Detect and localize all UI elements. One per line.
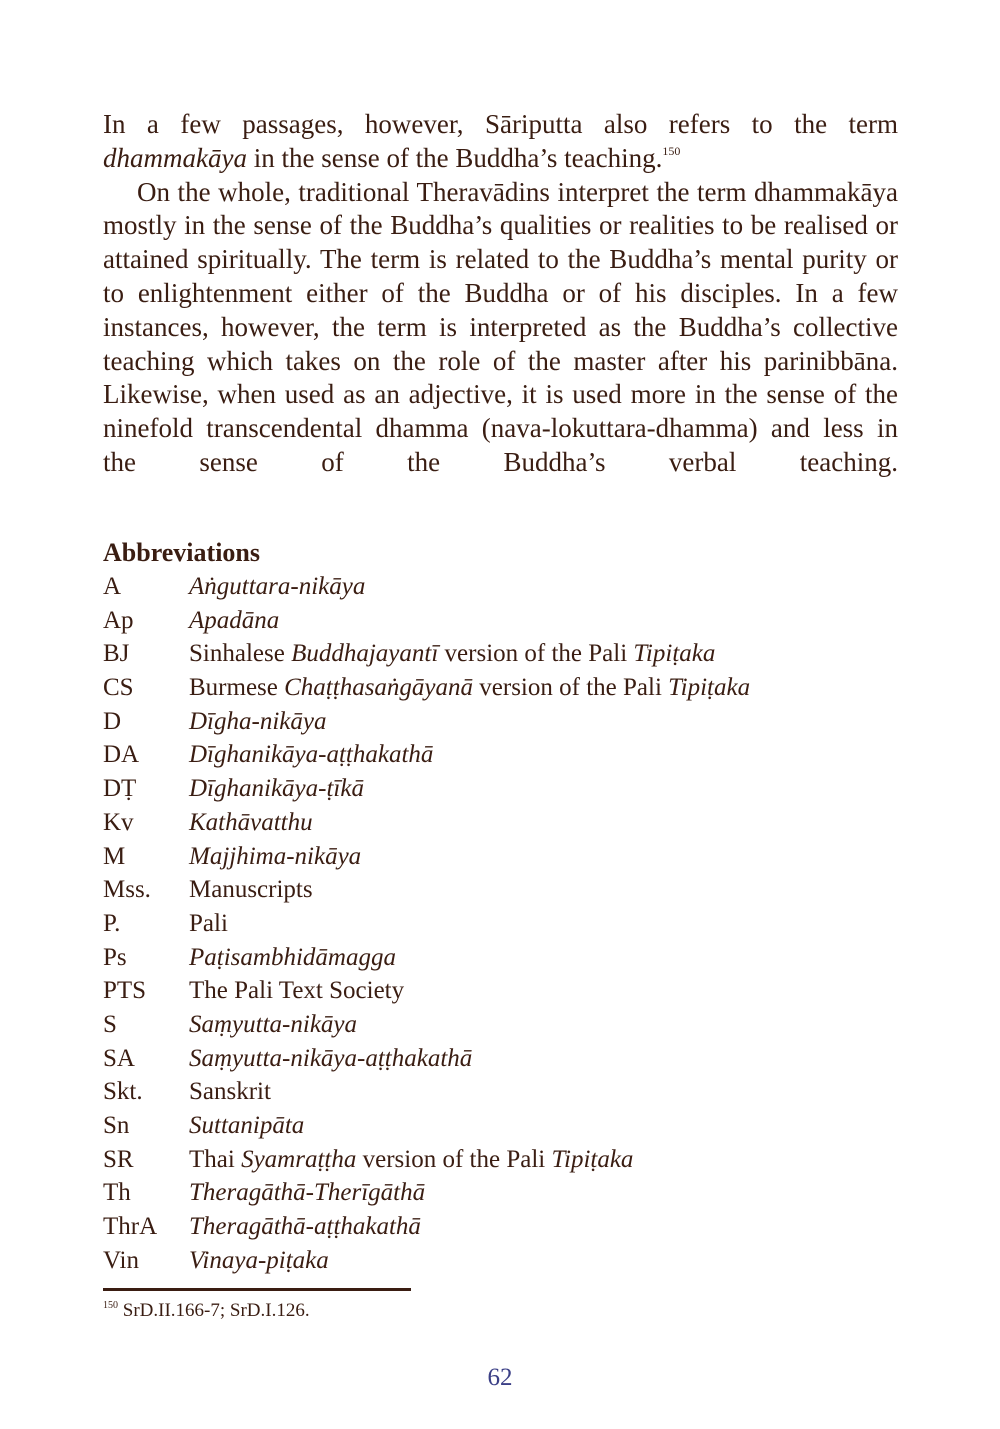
abbreviation-expansion: [189, 1244, 898, 1278]
abbreviation-key: P.: [103, 909, 121, 937]
abbreviation-expansion: [189, 806, 898, 840]
italic-title: Kathāvatthu: [189, 808, 313, 836]
abbreviations-heading: Abbreviations: [103, 538, 260, 567]
paragraph-2: On the whole, traditional Theravādins interpret the term dhammakāya mostly in the sense of the Buddha’s qualities or realities to be realised or attained spiritually. The term is related to the Buddha’s mental purity or to enlightenment either of the Buddha or of his disciples. In a few instances, however, the term is interpreted as the Buddha’s collective teaching which takes on the role of the master after his parinibbāna. Likewise, when used as an adjective, it is used more in the sense of the ninefold transcendental dhamma (nava-lokuttara-dhamma) and less in the sense of the Buddha’s verbal teaching.: [103, 176, 898, 477]
abbreviation-key: ThrA: [103, 1213, 158, 1241]
paragraph-1-term: dhammakāya: [103, 142, 247, 173]
abbreviation-key: BJ: [103, 640, 130, 668]
abbreviation-row: [103, 1143, 898, 1177]
abbreviations-list: [103, 570, 898, 1277]
abbreviation-expansion: [189, 772, 898, 806]
italic-title: Dīghanikāya-aṭṭhakathā: [189, 741, 434, 769]
abbreviation-expansion: [189, 1143, 898, 1177]
italic-title: Aṅguttara-nikāya: [189, 573, 366, 600]
italic-title: Buddhajayantī: [291, 640, 439, 668]
abbreviation-key: DA: [103, 741, 140, 769]
abbreviation-row: [103, 941, 898, 975]
expansion-text: Burmese: [189, 674, 285, 702]
abbreviation-expansion: [189, 974, 898, 1008]
abbreviation-key: SA: [103, 1044, 135, 1072]
expansion-text: Pali: [189, 909, 228, 937]
italic-title: Apadāna: [189, 606, 280, 634]
paragraph-1: [103, 108, 898, 176]
abbreviation-expansion: [189, 705, 898, 739]
expansion-text: version of the Pali: [438, 640, 634, 668]
abbreviation-row: [103, 1176, 898, 1210]
italic-title: Majjhima-nikāya: [189, 842, 362, 870]
footnote-divider: [103, 1288, 411, 1291]
abbreviation-row: [103, 1109, 898, 1143]
expansion-text: Sinhalese: [189, 640, 292, 668]
expansion-text: Manuscripts: [189, 876, 313, 904]
abbreviation-expansion: [189, 671, 898, 705]
italic-title: Theragāthā-Therīgāthā: [189, 1179, 426, 1207]
abbreviation-key: DṬ: [103, 775, 137, 803]
italic-title: Tipiṭaka: [633, 640, 716, 668]
abbreviation-row: [103, 1244, 898, 1278]
expansion-text: Sanskrit: [189, 1078, 271, 1106]
abbreviation-expansion: [189, 907, 898, 941]
abbreviation-key: CS: [103, 674, 134, 702]
italic-title: Saṃyutta-nikāya-aṭṭhakathā: [189, 1044, 473, 1072]
italic-title: Vinaya-piṭaka: [189, 1246, 329, 1274]
abbreviation-row: [103, 1008, 898, 1042]
italic-title: Saṃyutta-nikāya: [189, 1010, 358, 1038]
abbreviation-key: Sn: [103, 1112, 130, 1139]
page-number: 62: [487, 1364, 513, 1391]
abbreviation-row: [103, 570, 898, 604]
abbreviation-key: Skt.: [103, 1078, 143, 1106]
expansion-text: The Pali Text Society: [189, 977, 405, 1005]
abbreviation-expansion: [189, 1075, 898, 1109]
paragraph-1-text-a: In a few passages, however, Sāriputta also refers to the term: [103, 109, 898, 139]
italic-title: Dīghanikāya-ṭīkā: [189, 775, 364, 803]
abbreviation-key: D: [103, 707, 122, 735]
abbreviation-key: Ap: [103, 606, 134, 634]
abbreviation-key: S: [103, 1010, 117, 1038]
abbreviation-key: Th: [103, 1179, 131, 1207]
footnote-text: SrD.II.166-7; SrD.I.126.: [118, 1300, 310, 1321]
abbreviation-row: [103, 907, 898, 941]
abbreviation-row: [103, 806, 898, 840]
abbreviation-expansion: [189, 570, 898, 604]
abbreviation-expansion: [189, 738, 898, 772]
abbreviation-row: [103, 705, 898, 739]
abbreviation-expansion: [189, 840, 898, 874]
abbreviation-expansion: [189, 637, 898, 671]
italic-title: Suttanipāta: [189, 1112, 305, 1139]
expansion-text: version of the Pali: [473, 674, 669, 702]
italic-title: Dīgha-nikāya: [189, 707, 327, 735]
abbreviation-row: [103, 840, 898, 874]
footnote-reference[interactable]: 150: [662, 143, 681, 158]
abbreviation-key: Vin: [103, 1246, 139, 1274]
abbreviation-key: Kv: [103, 808, 134, 836]
abbreviation-row: [103, 1210, 898, 1244]
abbreviation-row: [103, 671, 898, 705]
italic-title: Syamraṭṭha: [241, 1145, 357, 1173]
abbreviation-row: [103, 738, 898, 772]
abbreviation-expansion: [189, 604, 898, 638]
paragraph-1-text-c: in the sense of the Buddha’s teaching.: [246, 142, 663, 173]
abbreviation-expansion: [189, 1042, 898, 1076]
italic-title: Chaṭṭhasaṅgāyanā: [284, 674, 474, 702]
italic-title: Tipiṭaka: [668, 674, 751, 702]
abbreviation-expansion: [189, 1109, 898, 1143]
abbreviation-row: [103, 604, 898, 638]
abbreviation-row: [103, 637, 898, 671]
abbreviation-expansion: [189, 1176, 898, 1210]
abbreviation-row: [103, 1042, 898, 1076]
abbreviation-expansion: [189, 941, 898, 975]
abbreviation-key: Mss.: [103, 876, 151, 904]
abbreviation-key: A: [103, 573, 122, 600]
italic-title: Tipiṭaka: [551, 1145, 634, 1173]
expansion-text: Thai: [189, 1145, 242, 1173]
italic-title: Paṭisambhidāmagga: [189, 943, 396, 971]
abbreviation-expansion: [189, 1008, 898, 1042]
abbreviation-row: [103, 974, 898, 1008]
abbreviation-key: M: [103, 842, 126, 870]
footnote: [103, 1298, 310, 1324]
abbreviation-expansion: [189, 1210, 898, 1244]
abbreviation-key: SR: [103, 1145, 134, 1173]
expansion-text: version of the Pali: [356, 1145, 552, 1173]
page-body: [103, 108, 898, 1274]
abbreviation-key: Ps: [103, 943, 127, 971]
abbreviation-row: [103, 772, 898, 806]
footnote-number: 150: [103, 1300, 118, 1311]
abbreviation-row: [103, 1075, 898, 1109]
abbreviation-key: PTS: [103, 977, 147, 1005]
abbreviation-expansion: [189, 873, 898, 907]
italic-title: Theragāthā-aṭṭhakathā: [189, 1213, 421, 1241]
abbreviation-row: [103, 873, 898, 907]
